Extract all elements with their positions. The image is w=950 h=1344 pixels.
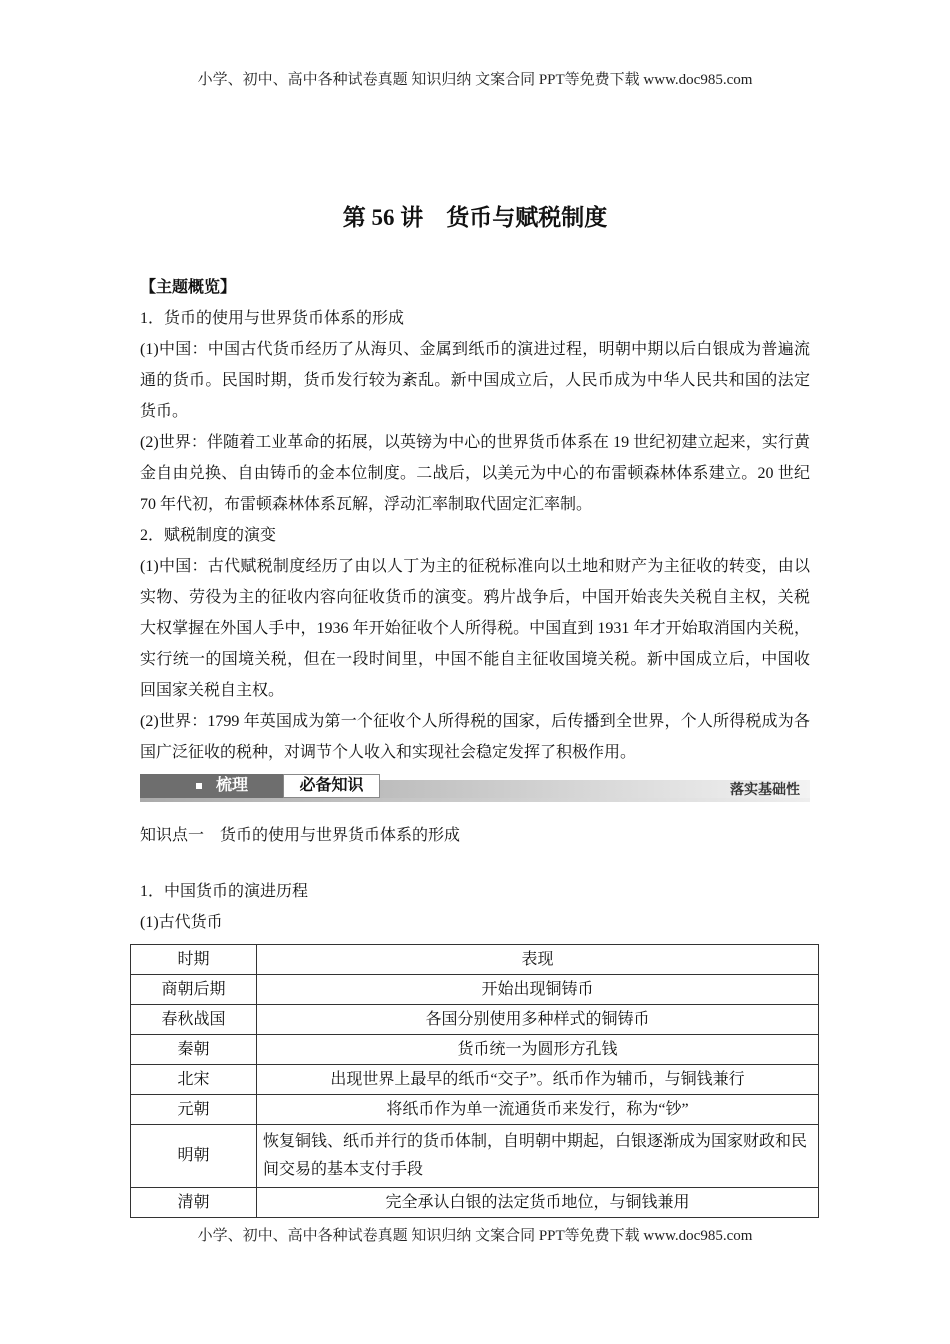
description-cell: 各国分别使用多种样式的铜铸币 xyxy=(257,1005,819,1035)
page-header: 小学、初中、高中各种试卷真题 知识归纳 文案合同 PPT等免费下载 www.doc985.com xyxy=(197,72,753,88)
currency-table xyxy=(130,944,819,1218)
section-2-china: (1)中国：古代赋税制度经历了由以人丁为主的征税标准向以土地和财产为主征收的转变，由以实物、劳役为主的征收内容向征收货币的演变。鸦片战争后，中国开始丧失关税自主权，关税大权掌握在外国人手中，1936 年开始征收个人所得税。中国直到 1931 年才开始取消国内关税，实行统一的国境关税，但在一段时间里，中国不能自主征收国境关税。新中国成立后，中国收回国家关税自主权。 xyxy=(140,558,810,699)
description-cell: 将纸币作为单一流通货币来发行，称为“钞” xyxy=(257,1095,819,1125)
period-cell: 秦朝 xyxy=(131,1035,257,1065)
description-cell: 出现世界上最早的纸币“交子”。纸币作为辅币，与铜钱兼行 xyxy=(257,1065,819,1095)
section-2-world: (2)世界：1799 年英国成为第一个征收个人所得税的国家，后传播到全世界，个人所得税成为各国广泛征收的税种，对调节个人收入和实现社会稳定发挥了积极作用。 xyxy=(140,713,810,761)
knowledge-sub1: 1．中国货币的演进历程 xyxy=(140,883,309,900)
section-1-title: 1．货币的使用与世界货币体系的形成 xyxy=(140,310,405,327)
knowledge-point-title: 知识点一 货币的使用与世界货币体系的形成 xyxy=(140,827,461,844)
section-1-china: (1)中国：中国古代货币经历了从海贝、金属到纸币的演进过程，明朝中期以后白银成为普遍流通的货币。民国时期，货币发行较为紊乱。新中国成立后，人民币成为中华人民共和国的法定货币。 xyxy=(140,341,810,420)
description-cell: 完全承认白银的法定货币地位，与铜钱兼用 xyxy=(257,1188,819,1218)
header-description: 表现 xyxy=(257,945,819,975)
knowledge-sub2: (1)古代货币 xyxy=(140,914,223,931)
page-title: 第 56 讲 货币与赋税制度 xyxy=(342,205,608,230)
overview-section xyxy=(140,272,810,938)
table-row xyxy=(131,1125,819,1188)
table-row xyxy=(131,975,819,1005)
period-cell: 清朝 xyxy=(131,1188,257,1218)
table-row xyxy=(131,1188,819,1218)
table-row xyxy=(131,1095,819,1125)
period-cell: 明朝 xyxy=(131,1125,257,1188)
page-footer: 小学、初中、高中各种试卷真题 知识归纳 文案合同 PPT等免费下载 www.doc985.com xyxy=(197,1228,753,1244)
description-cell: 货币统一为圆形方孔钱 xyxy=(257,1035,819,1065)
period-cell: 商朝后期 xyxy=(131,975,257,1005)
square-bullet-icon xyxy=(196,783,202,789)
banner-right-label: 落实基础性 xyxy=(730,783,800,798)
overview-heading: 【主题概览】 xyxy=(140,279,237,296)
table-row xyxy=(131,1065,819,1095)
period-cell: 北宋 xyxy=(131,1065,257,1095)
table-row xyxy=(131,1005,819,1035)
description-cell: 开始出现铜铸币 xyxy=(257,975,819,1005)
section-1-world: (2)世界：伴随着工业革命的拓展，以英镑为中心的世界货币体系在 19 世纪初建立起来，实行黄金自由兑换、自由铸币的金本位制度。二战后，以美元为中心的布雷顿森林体系建立。20 世纪 70 年代初，布雷顿森林体系瓦解，浮动汇率制取代固定汇率制。 xyxy=(140,434,810,513)
section-banner xyxy=(140,774,810,806)
table-row xyxy=(131,1035,819,1065)
period-cell: 元朝 xyxy=(131,1095,257,1125)
description-cell: 恢复铜钱、纸币并行的货币体制，自明朝中期起，白银逐渐成为国家财政和民间交易的基本支付手段 xyxy=(257,1125,819,1188)
table-header-row xyxy=(131,945,819,975)
period-cell: 春秋战国 xyxy=(131,1005,257,1035)
header-period: 时期 xyxy=(131,945,257,975)
banner-dark-label: 梳理 xyxy=(216,777,249,794)
banner-white-label: 必备知识 xyxy=(283,774,380,798)
section-2-title: 2．赋税制度的演变 xyxy=(140,527,277,544)
